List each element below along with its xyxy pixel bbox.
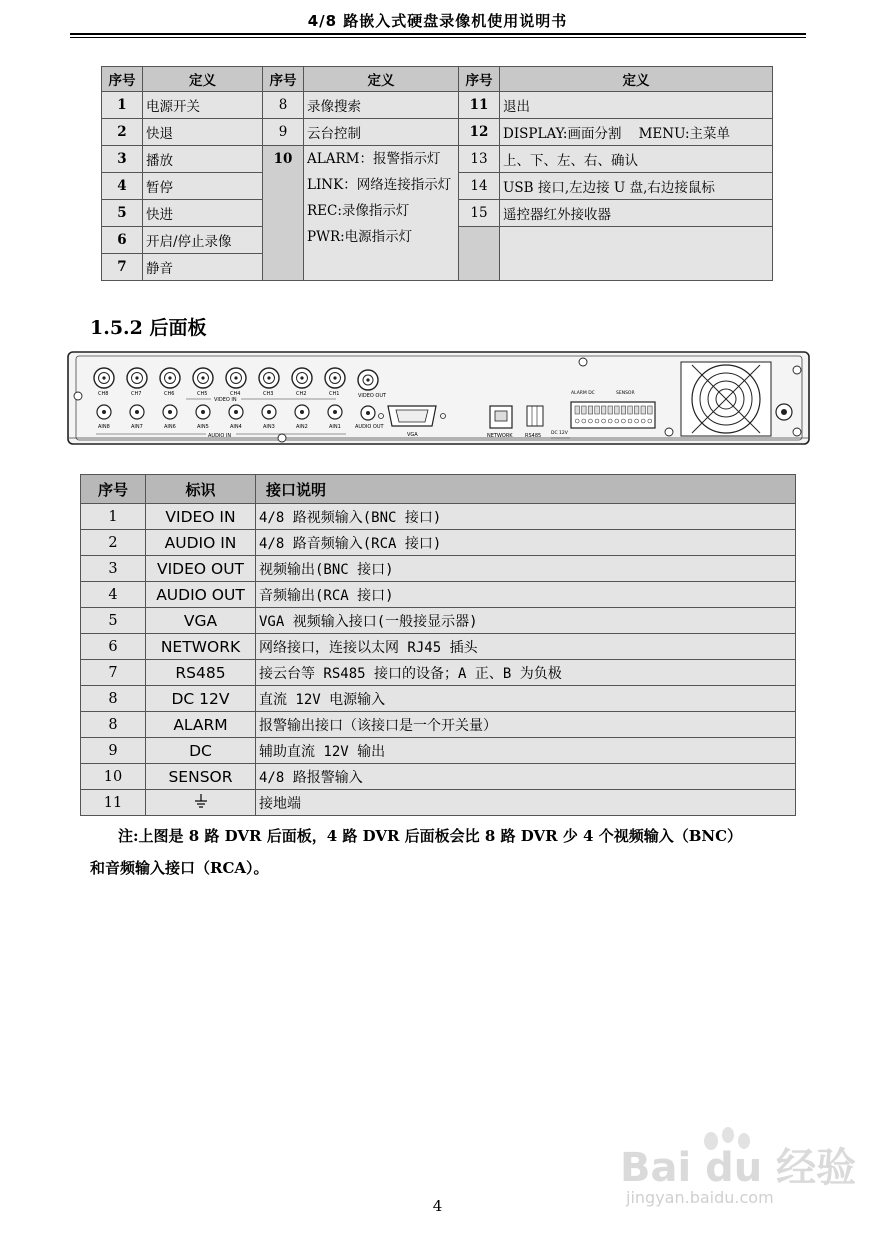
terminal-pin [615,406,620,414]
cell-num: 3 [102,146,143,173]
cell-num: 2 [81,530,146,556]
terminal-pin [641,406,646,414]
table-row [81,530,796,556]
cell-id: AUDIO OUT [146,582,256,608]
cell-id: DC [146,738,256,764]
indicator-line: LINK：网络连接指示灯 [307,177,452,193]
cell-label: 播放 [143,146,263,173]
network-port [487,406,513,439]
cell-id: VIDEO IN [146,504,256,530]
cell-num: 10 [263,146,304,281]
rear-panel-table [80,474,796,816]
audio-channel-label: AIN5 [197,424,209,430]
screw [793,428,801,436]
rear-panel-diagram [66,350,811,447]
table-row [81,686,796,712]
power-switch [776,404,792,420]
header-cell: 序号 [459,67,500,92]
cell-num: 7 [81,660,146,686]
cell-label: DISPLAY:画面分割 MENU:主菜单 [500,119,773,146]
screw [665,428,673,436]
table-row [81,582,796,608]
rca-connector [262,405,276,430]
terminal-screw [588,419,592,423]
cell-num: 4 [81,582,146,608]
header-cell: 标识 [146,475,256,504]
rca-connector [229,405,243,430]
cell-id: SENSOR [146,764,256,790]
fan-grille [681,362,771,436]
cell-id: NETWORK [146,634,256,660]
cell-num: 1 [81,504,146,530]
indicator-line: ALARM：报警指示灯 [307,151,441,167]
cell-num: 9 [81,738,146,764]
header-rule-thin [70,37,806,38]
cell-desc: 接地端 [256,790,796,816]
cell-label: 静音 [143,254,263,281]
terminal-pin [648,406,653,414]
indicator-line: REC:录像指示灯 [307,203,410,219]
cell-desc: 4/8 路音频输入(RCA 接口) [256,530,796,556]
screw [278,434,286,442]
network-label: NETWORK [487,433,513,439]
audio-channel-label: AIN1 [329,424,341,430]
audio-channel-label: AIN6 [164,424,176,430]
terminal-pin [628,406,633,414]
cell-label: 暂停 [143,173,263,200]
table-row [81,764,796,790]
header-cell: 接口说明 [256,475,796,504]
terminal-screw [615,419,619,423]
video-in-group-label: VIDEO IN [214,397,237,403]
terminal-pin [588,406,593,414]
dc-12v-label: DC 12V [551,431,568,436]
terminal-screw [595,419,599,423]
video-channel-label: CH3 [263,391,274,397]
cell-desc: 辅助直流 12V 输出 [256,738,796,764]
table-row [81,712,796,738]
audio-channel-label: AIN4 [230,424,242,430]
terminal-pin [608,406,613,414]
cell-id: VIDEO OUT [146,556,256,582]
video-channel-label: CH7 [131,391,142,397]
watermark-brand: Bai du 经验 [620,1145,857,1191]
cell-num: 8 [263,92,304,119]
cell-label: 遥控器红外接收器 [500,200,773,227]
table-row [81,660,796,686]
terminal-screw [648,419,652,423]
video-channel-label: CH8 [98,391,109,397]
cell-desc: 网络接口，连接以太网 RJ45 插头 [256,634,796,660]
header-cell: 定义 [143,67,263,92]
table-row [102,92,773,119]
note-line: 和音频输入接口（RCA）。 [90,859,269,877]
terminal-screw [635,419,639,423]
cell-num: 12 [459,119,500,146]
cell-num: 4 [102,173,143,200]
table-row [81,608,796,634]
table-header-row [102,67,773,92]
terminal-screw [575,419,579,423]
note-line: 注:上图是 8 路 DVR 后面板，4 路 DVR 后面板会比 8 路 DVR 少 4 个视频输入（BNC） [118,827,743,845]
cell-desc: 直流 12V 电源输入 [256,686,796,712]
rca-connector [163,405,177,430]
terminal-pin [634,406,639,414]
cell-num: 5 [81,608,146,634]
cell-id [146,790,256,816]
cell-id: AUDIO IN [146,530,256,556]
terminal-screw [602,419,606,423]
rca-connector [196,405,210,430]
page-header-title: 4/8 路嵌入式硬盘录像机使用说明书 [307,12,568,30]
cell-num: 10 [81,764,146,790]
alarm-dc-label: ALARM DC [571,391,595,396]
video-out-label: VIDEO OUT [358,393,387,399]
cell-label: 录像搜索 [304,92,459,119]
cell-num: 15 [459,200,500,227]
table-row [81,790,796,816]
terminal-pin [582,406,587,414]
screw [74,392,82,400]
alarm-indicator-list [304,146,459,281]
table-row [81,504,796,530]
cell-desc: 音频输出(RCA 接口) [256,582,796,608]
table-header-row [81,475,796,504]
cell-num: 11 [81,790,146,816]
cell-desc: VGA 视频输入接口(一般接显示器) [256,608,796,634]
cell-id: DC 12V [146,686,256,712]
front-panel-table [101,66,773,281]
watermark-url: jingyan.baidu.com [626,1188,774,1207]
cell-id: RS485 [146,660,256,686]
empty-cell [459,227,500,281]
table-row [81,738,796,764]
cell-label: 云台控制 [304,119,459,146]
vga-label: VGA [407,432,418,438]
video-channel-label: CH2 [296,391,307,397]
page-number: 4 [432,1197,443,1215]
cell-num: 2 [102,119,143,146]
terminal-screw [621,419,625,423]
cell-id: ALARM [146,712,256,738]
cell-num: 1 [102,92,143,119]
rs485-port [525,406,543,439]
audio-in-group-label: AUDIO IN [208,433,232,439]
cell-label: 上、下、左、右、确认 [500,146,773,173]
header-cell: 定义 [304,67,459,92]
video-channel-label: CH1 [329,391,340,397]
baidu-watermark [616,1125,857,1210]
ground-icon [194,794,208,808]
terminal-screw [608,419,612,423]
cell-num: 5 [102,200,143,227]
note-paragraph [90,820,810,884]
indicator-line: PWR:电源指示灯 [307,229,413,245]
cell-num: 14 [459,173,500,200]
terminal-pin [601,406,606,414]
empty-cell [500,227,773,281]
audio-channel-label: AIN3 [263,424,275,430]
terminal-screw [628,419,632,423]
rca-connector [130,405,144,430]
rca-connector [295,405,309,430]
table-row [81,634,796,660]
audio-out-label: AUDIO OUT [355,424,384,430]
cell-id: VGA [146,608,256,634]
rca-connector [97,405,111,430]
terminal-pin [595,406,600,414]
cell-desc: 4/8 路视频输入(BNC 接口) [256,504,796,530]
cell-num: 11 [459,92,500,119]
header-cell: 定义 [500,67,773,92]
cell-label: 电源开关 [143,92,263,119]
video-channel-label: CH4 [230,391,241,397]
header-cell: 序号 [102,67,143,92]
cell-label: 快退 [143,119,263,146]
video-channel-label: CH5 [197,391,208,397]
header-rule [70,33,806,35]
cell-num: 6 [81,634,146,660]
section-title: 1.5.2 后面板 [90,317,207,339]
rear-panel-svg [66,350,811,447]
cell-num: 9 [263,119,304,146]
cell-num: 3 [81,556,146,582]
cell-num: 8 [81,686,146,712]
cell-num: 7 [102,254,143,281]
sensor-label: SENSOR [616,391,635,396]
table-row [102,119,773,146]
cell-num: 8 [81,712,146,738]
cell-desc: 报警输出接口（该接口是一个开关量） [256,712,796,738]
table-row [102,146,773,173]
terminal-pin [621,406,626,414]
cell-desc: 接云台等 RS485 接口的设备；A 正、B 为负极 [256,660,796,686]
screw [579,358,587,366]
cell-label: 开启/停止录像 [143,227,263,254]
audio-channel-label: AIN8 [98,424,110,430]
terminal-screw [641,419,645,423]
rca-connector [328,405,342,430]
cell-num: 13 [459,146,500,173]
cell-num: 6 [102,227,143,254]
table-row [81,556,796,582]
rs485-label: RS485 [525,433,542,439]
cell-desc: 4/8 路报警输入 [256,764,796,790]
header-cell: 序号 [263,67,304,92]
cell-label: 退出 [500,92,773,119]
audio-channel-label: AIN7 [131,424,143,430]
cell-label: 快进 [143,200,263,227]
screw [793,366,801,374]
cell-desc: 视频输出(BNC 接口) [256,556,796,582]
video-channel-label: CH6 [164,391,175,397]
audio-channel-label: AIN2 [296,424,308,430]
header-cell: 序号 [81,475,146,504]
cell-label: USB 接口,左边接 U 盘,右边接鼠标 [500,173,773,200]
terminal-pin [575,406,580,414]
terminal-screw [582,419,586,423]
